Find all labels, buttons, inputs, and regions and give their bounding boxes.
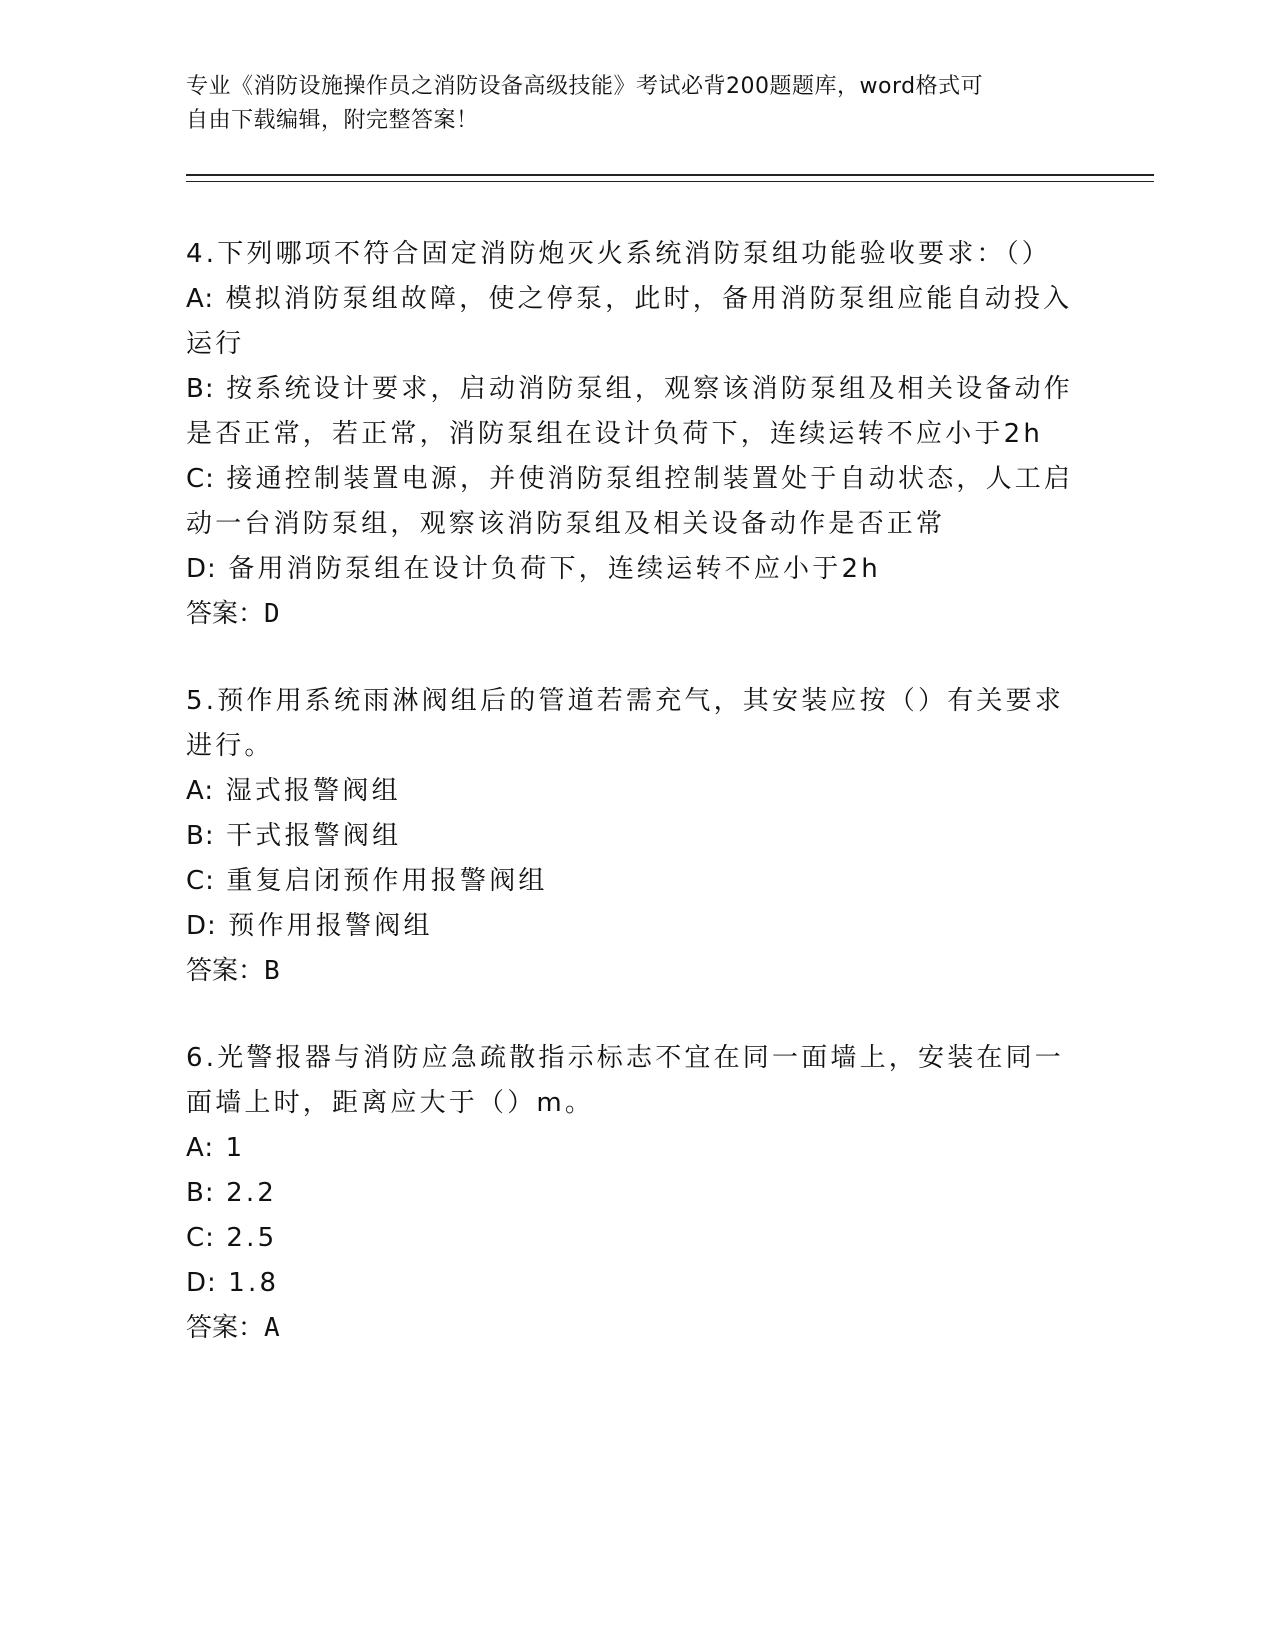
- option-label: A:: [186, 776, 215, 806]
- option-label: B:: [186, 821, 215, 851]
- question-6: [186, 1036, 1086, 1351]
- option-text: 备用消防泵组在设计负荷下，连续运转不应小于2h: [228, 554, 881, 584]
- option-b: [186, 1171, 1086, 1216]
- option-label: A:: [186, 1133, 215, 1163]
- option-c: [186, 457, 1086, 547]
- header-line-2: 自由下载编辑，附完整答案！: [186, 108, 479, 133]
- option-label: C:: [186, 1223, 215, 1253]
- option-label: D:: [186, 1268, 217, 1298]
- question-text: 6.光警报器与消防应急疏散指示标志不宜在同一面墙上，安装在同一面墙上时，距离应大于（）m。: [186, 1043, 1065, 1118]
- option-label: A:: [186, 284, 215, 314]
- option-c: [186, 1216, 1086, 1261]
- option-text: 湿式报警阀组: [225, 776, 401, 806]
- answer-text: 答案：D: [186, 599, 280, 629]
- option-label: D:: [186, 911, 217, 941]
- option-label: D:: [186, 554, 217, 584]
- option-text: 干式报警阀组: [226, 821, 402, 851]
- option-label: C:: [186, 464, 215, 494]
- header-line-1: 专业《消防设施操作员之消防设备高级技能》考试必背200题题库，word格式可: [186, 74, 984, 99]
- option-label: C:: [186, 866, 215, 896]
- option-c: [186, 859, 1086, 904]
- option-text: 重复启闭预作用报警阀组: [226, 866, 548, 896]
- question-text: 4.下列哪项不符合固定消防炮灭火系统消防泵组功能验收要求：（）: [186, 239, 1052, 269]
- option-b: [186, 367, 1086, 457]
- option-text: 接通控制装置电源，并使消防泵组控制装置处于自动状态，人工启动一台消防泵组，观察该消防泵组及相关设备动作是否正常: [186, 464, 1074, 539]
- question-list: [186, 232, 1086, 1393]
- question-4: [186, 232, 1086, 637]
- option-label: B:: [186, 374, 215, 404]
- option-d: [186, 1261, 1086, 1306]
- answer-text: 答案：B: [186, 956, 280, 986]
- header-divider: [186, 174, 1154, 182]
- question-text: 5.预作用系统雨淋阀组后的管道若需充气，其安装应按（）有关要求进行。: [186, 686, 1065, 761]
- option-d: [186, 904, 1086, 949]
- header-text: [186, 70, 1066, 138]
- option-text: 预作用报警阀组: [228, 911, 433, 941]
- option-text: 按系统设计要求，启动消防泵组，观察该消防泵组及相关设备动作是否正常，若正常，消防泵组在设计负荷下，连续运转不应小于2h: [186, 374, 1073, 449]
- question-5: [186, 679, 1086, 994]
- option-d: [186, 547, 1086, 592]
- option-a: [186, 277, 1086, 367]
- document-header: [186, 70, 1146, 138]
- option-a: [186, 1126, 1086, 1171]
- option-text: 2.5: [226, 1223, 278, 1253]
- option-text: 1.8: [228, 1268, 280, 1298]
- answer-text: 答案：A: [186, 1313, 280, 1343]
- option-b: [186, 814, 1086, 859]
- option-text: 模拟消防泵组故障，使之停泵，此时，备用消防泵组应能自动投入运行: [186, 284, 1073, 359]
- option-text: 1: [225, 1133, 246, 1163]
- option-text: 2.2: [226, 1178, 278, 1208]
- option-a: [186, 769, 1086, 814]
- option-label: B:: [186, 1178, 215, 1208]
